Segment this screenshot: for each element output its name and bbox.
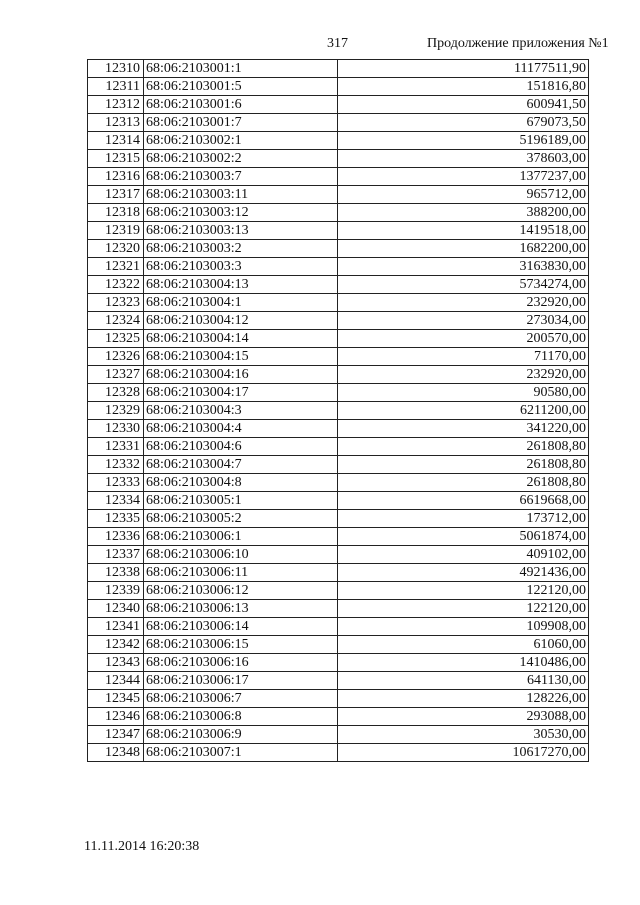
row-number: 12340 (88, 600, 144, 618)
cadastral-number: 68:06:2103006:1 (144, 528, 338, 546)
row-number: 12338 (88, 564, 144, 582)
row-number: 12320 (88, 240, 144, 258)
row-number: 12326 (88, 348, 144, 366)
row-number: 12324 (88, 312, 144, 330)
table-body (88, 60, 589, 762)
cadastral-value: 4921436,00 (338, 564, 589, 582)
table-row (88, 204, 589, 222)
cadastral-number: 68:06:2103003:13 (144, 222, 338, 240)
cadastral-value: 293088,00 (338, 708, 589, 726)
row-number: 12346 (88, 708, 144, 726)
row-number: 12310 (88, 60, 144, 78)
row-number: 12344 (88, 672, 144, 690)
table-row (88, 330, 589, 348)
cadastral-number: 68:06:2103006:13 (144, 600, 338, 618)
cadastral-value: 6619668,00 (338, 492, 589, 510)
cadastral-number: 68:06:2103006:10 (144, 546, 338, 564)
cadastral-value: 388200,00 (338, 204, 589, 222)
cadastral-value: 10617270,00 (338, 744, 589, 762)
table-row (88, 150, 589, 168)
page-number: 317 (327, 36, 348, 51)
cadastral-number: 68:06:2103005:2 (144, 510, 338, 528)
cadastral-number: 68:06:2103001:7 (144, 114, 338, 132)
cadastral-value: 128226,00 (338, 690, 589, 708)
cadastral-value: 122120,00 (338, 582, 589, 600)
row-number: 12311 (88, 78, 144, 96)
row-number: 12333 (88, 474, 144, 492)
table-row (88, 186, 589, 204)
cadastral-number: 68:06:2103003:11 (144, 186, 338, 204)
row-number: 12348 (88, 744, 144, 762)
row-number: 12313 (88, 114, 144, 132)
row-number: 12316 (88, 168, 144, 186)
table-row (88, 618, 589, 636)
row-number: 12315 (88, 150, 144, 168)
cadastral-number: 68:06:2103006:9 (144, 726, 338, 744)
row-number: 12330 (88, 420, 144, 438)
cadastral-value: 341220,00 (338, 420, 589, 438)
row-number: 12331 (88, 438, 144, 456)
row-number: 12337 (88, 546, 144, 564)
table-row (88, 708, 589, 726)
cadastral-number: 68:06:2103004:17 (144, 384, 338, 402)
row-number: 12343 (88, 654, 144, 672)
table-row (88, 366, 589, 384)
cadastral-number: 68:06:2103003:12 (144, 204, 338, 222)
cadastral-value: 3163830,00 (338, 258, 589, 276)
cadastral-value: 273034,00 (338, 312, 589, 330)
row-number: 12342 (88, 636, 144, 654)
table-row (88, 672, 589, 690)
row-number: 12319 (88, 222, 144, 240)
table-row (88, 492, 589, 510)
row-number: 12321 (88, 258, 144, 276)
row-number: 12328 (88, 384, 144, 402)
cadastral-value: 378603,00 (338, 150, 589, 168)
cadastral-number: 68:06:2103006:8 (144, 708, 338, 726)
cadastral-number: 68:06:2103007:1 (144, 744, 338, 762)
row-number: 12312 (88, 96, 144, 114)
cadastral-number: 68:06:2103006:16 (144, 654, 338, 672)
cadastral-value: 122120,00 (338, 600, 589, 618)
table-row (88, 528, 589, 546)
cadastral-value: 232920,00 (338, 294, 589, 312)
row-number: 12335 (88, 510, 144, 528)
row-number: 12325 (88, 330, 144, 348)
cadastral-value: 679073,50 (338, 114, 589, 132)
table-row (88, 690, 589, 708)
row-number: 12327 (88, 366, 144, 384)
row-number: 12332 (88, 456, 144, 474)
cadastral-value: 641130,00 (338, 672, 589, 690)
cadastral-value: 261808,80 (338, 456, 589, 474)
cadastral-value: 5196189,00 (338, 132, 589, 150)
cadastral-number: 68:06:2103004:16 (144, 366, 338, 384)
table-row (88, 348, 589, 366)
cadastral-number: 68:06:2103004:6 (144, 438, 338, 456)
cadastral-value: 261808,80 (338, 438, 589, 456)
cadastral-number: 68:06:2103004:1 (144, 294, 338, 312)
cadastral-number: 68:06:2103004:7 (144, 456, 338, 474)
cadastral-value: 90580,00 (338, 384, 589, 402)
row-number: 12341 (88, 618, 144, 636)
cadastral-number: 68:06:2103004:14 (144, 330, 338, 348)
cadastral-value: 71170,00 (338, 348, 589, 366)
table-row (88, 402, 589, 420)
table-row (88, 78, 589, 96)
cadastral-value: 5061874,00 (338, 528, 589, 546)
table-row (88, 474, 589, 492)
row-number: 12339 (88, 582, 144, 600)
table-row (88, 294, 589, 312)
table-row (88, 582, 589, 600)
cadastral-number: 68:06:2103004:13 (144, 276, 338, 294)
cadastral-number: 68:06:2103004:4 (144, 420, 338, 438)
table-row (88, 654, 589, 672)
table-row (88, 456, 589, 474)
cadastral-value: 61060,00 (338, 636, 589, 654)
cadastral-value: 232920,00 (338, 366, 589, 384)
cadastral-number: 68:06:2103004:12 (144, 312, 338, 330)
cadastral-number: 68:06:2103006:12 (144, 582, 338, 600)
table-row (88, 258, 589, 276)
cadastral-number: 68:06:2103001:6 (144, 96, 338, 114)
table-row (88, 546, 589, 564)
table-row (88, 222, 589, 240)
table-row (88, 420, 589, 438)
cadastral-number: 68:06:2103002:1 (144, 132, 338, 150)
cadastral-value: 11177511,90 (338, 60, 589, 78)
row-number: 12314 (88, 132, 144, 150)
cadastral-number: 68:06:2103005:1 (144, 492, 338, 510)
table-row (88, 510, 589, 528)
cadastral-value: 1419518,00 (338, 222, 589, 240)
cadastral-value: 1410486,00 (338, 654, 589, 672)
table-row (88, 114, 589, 132)
row-number: 12347 (88, 726, 144, 744)
row-number: 12336 (88, 528, 144, 546)
cadastral-number: 68:06:2103002:2 (144, 150, 338, 168)
cadastral-number: 68:06:2103001:1 (144, 60, 338, 78)
cadastral-value: 965712,00 (338, 186, 589, 204)
cadastral-number: 68:06:2103006:15 (144, 636, 338, 654)
cadastral-value: 1682200,00 (338, 240, 589, 258)
cadastral-value: 109908,00 (338, 618, 589, 636)
table-row (88, 276, 589, 294)
cadastral-value: 30530,00 (338, 726, 589, 744)
cadastral-number: 68:06:2103003:7 (144, 168, 338, 186)
cadastral-value: 600941,50 (338, 96, 589, 114)
table-row (88, 600, 589, 618)
table-row (88, 744, 589, 762)
table-row (88, 726, 589, 744)
cadastral-number: 68:06:2103006:14 (144, 618, 338, 636)
cadastral-number: 68:06:2103004:8 (144, 474, 338, 492)
table-row (88, 240, 589, 258)
cadastral-number: 68:06:2103004:3 (144, 402, 338, 420)
row-number: 12323 (88, 294, 144, 312)
cadastral-value: 173712,00 (338, 510, 589, 528)
table-row (88, 636, 589, 654)
cadastral-value: 261808,80 (338, 474, 589, 492)
table-row (88, 564, 589, 582)
row-number: 12329 (88, 402, 144, 420)
row-number: 12322 (88, 276, 144, 294)
cadastral-value: 409102,00 (338, 546, 589, 564)
cadastral-number: 68:06:2103004:15 (144, 348, 338, 366)
cadastral-number: 68:06:2103003:3 (144, 258, 338, 276)
row-number: 12345 (88, 690, 144, 708)
cadastral-number: 68:06:2103001:5 (144, 78, 338, 96)
row-number: 12317 (88, 186, 144, 204)
cadastral-value: 5734274,00 (338, 276, 589, 294)
table-row (88, 96, 589, 114)
cadastral-number: 68:06:2103006:17 (144, 672, 338, 690)
appendix-title: Продолжение приложения №1 (427, 36, 609, 51)
table-row (88, 312, 589, 330)
cadastral-number: 68:06:2103003:2 (144, 240, 338, 258)
table-row (88, 60, 589, 78)
cadastral-value: 151816,80 (338, 78, 589, 96)
cadastral-value: 1377237,00 (338, 168, 589, 186)
table-row (88, 384, 589, 402)
table-row (88, 438, 589, 456)
table-row (88, 132, 589, 150)
footer-timestamp: 11.11.2014 16:20:38 (84, 839, 200, 854)
cadastral-value: 6211200,00 (338, 402, 589, 420)
row-number: 12318 (88, 204, 144, 222)
row-number: 12334 (88, 492, 144, 510)
cadastral-table (87, 59, 589, 762)
cadastral-value: 200570,00 (338, 330, 589, 348)
cadastral-number: 68:06:2103006:11 (144, 564, 338, 582)
cadastral-number: 68:06:2103006:7 (144, 690, 338, 708)
table-row (88, 168, 589, 186)
